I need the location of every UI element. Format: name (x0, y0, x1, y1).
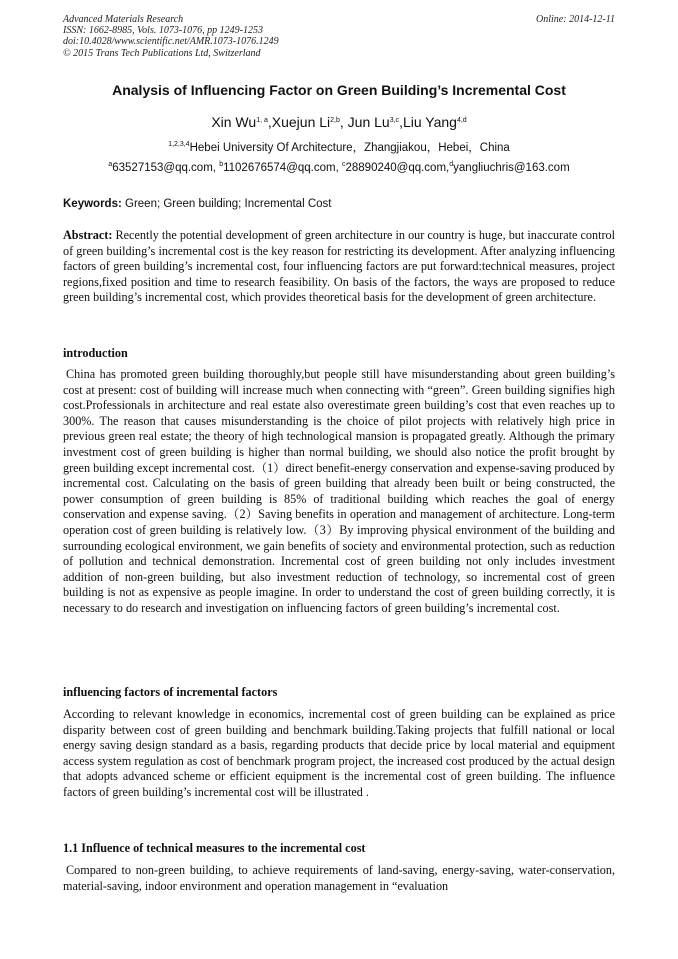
affiliation (40, 139, 638, 155)
abstract-text: Recently the potential development of green architecture in our country is huge, but inaccurate control of green building’s incremental cost is the key reason for restricting its development. After analyzing influencing factors of green building’s incremental cost, four influencing factors are put forward:technical measures, project regions,fixed position and time to research feasibility. On basis of the factors, the ways are proposed to reduce green building’s incremental cost, which provides theoretical basis for the development of green architecture. (63, 228, 615, 305)
author-sup: 1, a (256, 117, 268, 124)
abstract-block (63, 228, 615, 306)
journal-name: Advanced Materials Research (63, 14, 184, 25)
affiliation-sup: 1,2,3,4 (168, 141, 190, 148)
email-sup: c (341, 161, 346, 168)
author-sup: 3,c (389, 117, 400, 124)
influencing-heading: influencing factors of incremental factors (63, 685, 278, 699)
issn-line: ISSN: 1662-8985, Vols. 1073-1076, pp 1249-1253 (63, 25, 263, 37)
keywords-text: Green; Green building; Incremental Cost (125, 198, 332, 210)
doi-line: doi:10.4028/www.scientific.net/AMR.1073-1076.1249 (63, 36, 279, 48)
copyright-line: © 2015 Trans Tech Publications Ltd, Switzerland (63, 47, 261, 59)
affiliation-text: Hebei University Of Architecture，Zhangjiakou，Hebei，China (189, 142, 510, 154)
author-name: Xin Wu (211, 114, 257, 130)
email-address: yangliuchris@163.com (453, 162, 570, 174)
email-address: 28890240@qq.com (345, 162, 447, 174)
influencing-text: According to relevant knowledge in economics, incremental cost of green building can be explained as price disparity between cost of green building and benchmark building.Taking projects that fulfill national or local energy saving design standard as a basis, regarding products that decide price by local material and equipment access system regulation as cost of benchmark program project, the increased cost produced by the actual design that adopts advanced scheme or efficient equipment is the incremental cost of green building. The influence factors of green building’s incremental cost will be illustrated . (63, 707, 615, 799)
section-1-1-text: Compared to non-green building, to achieve requirements of land-saving, energy-saving, water-conservation, material-saving, indoor environment and operation management in “evaluation (63, 863, 615, 893)
online-date: Online: 2014-12-11 (536, 14, 615, 25)
email-address: 63527153@qq.com (112, 162, 213, 174)
introduction-text: China has promoted green building thoroughly,but people still have misunderstanding about green building’s cost at present: cost of building will increase much when connecting with “green”. Green building signifies high cost.Professionals in architecture and real estate also overestimate green building’s cost that even reaches up to 300%. The reason that causes misunderstanding is the choice of pilot projects with relatively high price in previous green real estate; the theory of high technological mansion is propagated greatly. Although the primary investment cost of green building is higher than normal building, we should also notice the profit brought by green building except incremental cost.（1）direct benefit-energy conservation and expense-saving produced by incremental cost. Calculating on the basis of green building that already been built or being constructed, the power consumption of green building is 85% of traditional building which reaches the goal of energy conservation and expense saving.（2）Saving benefits in operation and management of architecture. Long-term operation cost of green building is relatively low.（3）By improving physical environment of the building and surrounding ecological environment, we gain benefits of society and environmental protection, such as reduction of pollution and technical demonstration. Incremental cost of green building not only includes investment addition of non-green building, but also investment reduction of technology, so incremental cost of green building is not as expensive as people imagine. In order to understand the cost of green building correctly, it is necessary to do research and investigation on influencing factors of green building’s incremental cost. (63, 367, 615, 615)
email-sup: d (449, 161, 454, 168)
email-list: $^a$63527153@qq.com, $^b$1102676574@qq.com, $^c$28890240@qq.com,$^d$yangliuchris@163.com (108, 161, 570, 174)
author-name: Xuejun Li (271, 114, 331, 130)
author-sup: 4,d (456, 117, 467, 124)
section-1-1-heading: 1.1 Influence of technical measures to the incremental cost (63, 841, 366, 855)
paper-title: Analysis of Influencing Factor on Green Building’s Incremental Cost (112, 82, 566, 98)
journal-header (63, 14, 279, 59)
abstract-label: Abstract: (63, 228, 113, 242)
keywords-label: Keywords: (63, 198, 122, 210)
email-sup: b (219, 161, 224, 168)
author-name: Liu Yang (402, 114, 457, 130)
author-name: Jun Lu (347, 114, 390, 130)
introduction-heading: introduction (63, 346, 128, 360)
email-sup: a (108, 161, 113, 168)
email-address: 1102676574@qq.com (223, 162, 336, 174)
author-list: Xin Wu$^{1, a}$,Xuejun Li$^{2,b}$, Jun Lu$^{3,c}$,Liu Yang$^{4,d}$ (211, 114, 467, 130)
keywords-line (63, 198, 331, 210)
author-sup: 2,b (330, 117, 340, 124)
